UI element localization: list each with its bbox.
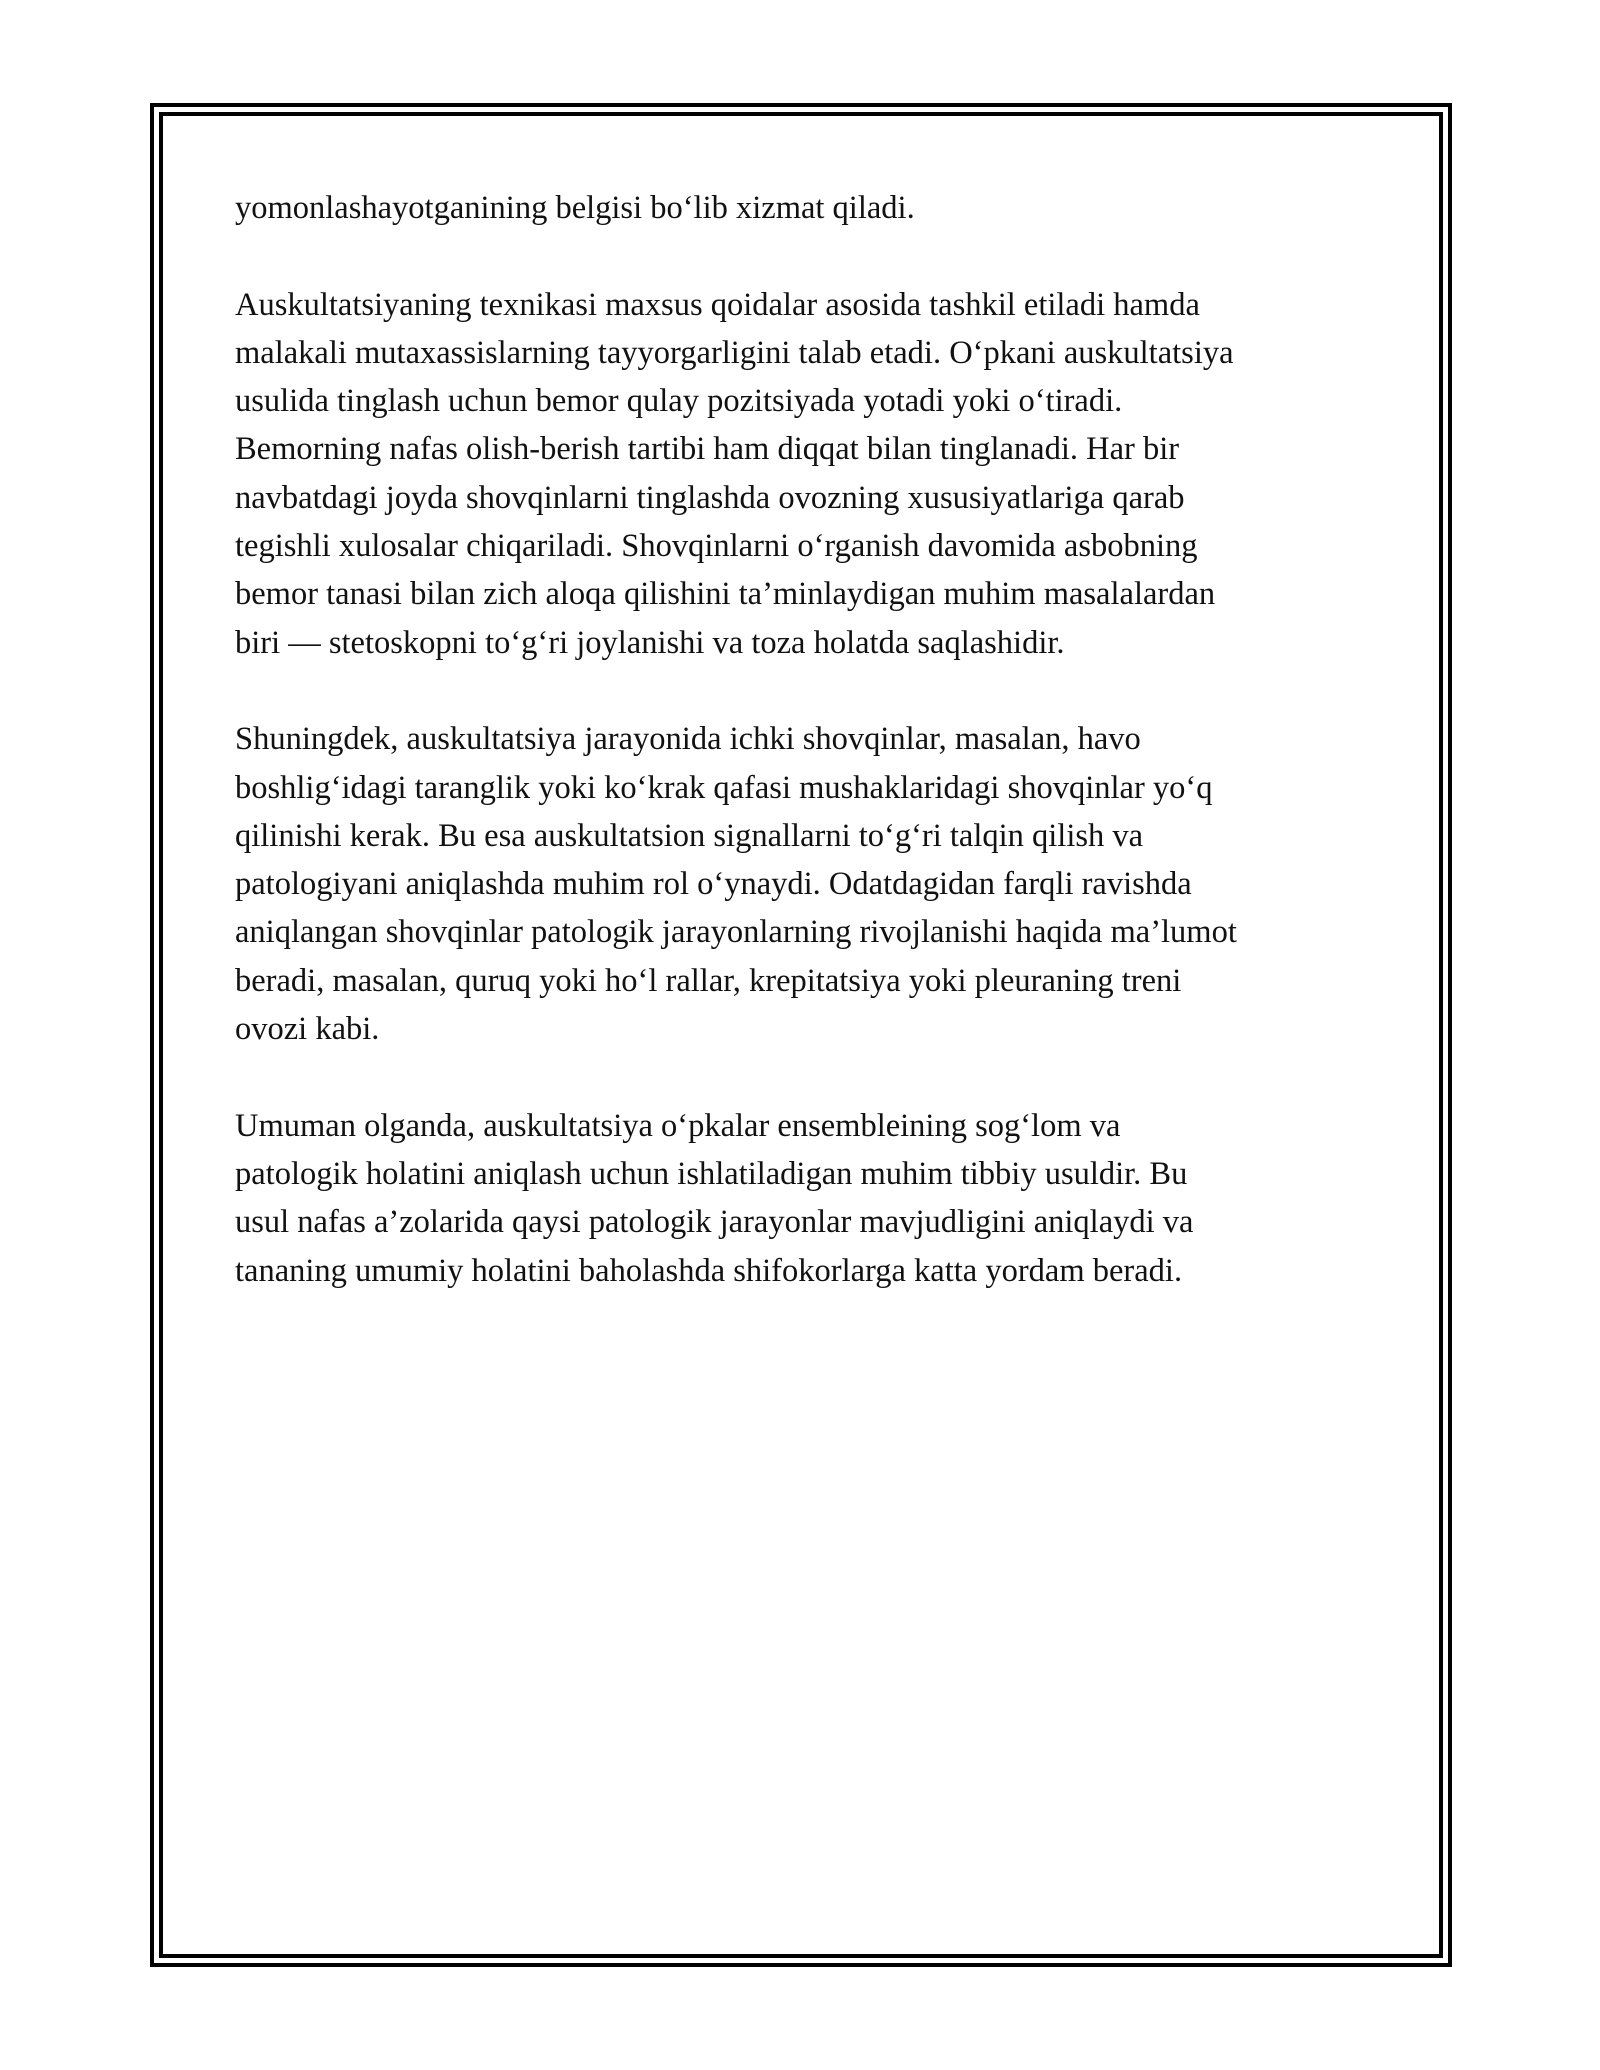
text-line: Umuman olganda, auskultatsiya o‘pkalar ensembleining sog‘lom va bbox=[235, 1107, 1121, 1144]
text-line: usulida tinglash uchun bemor qulay pozitsiyada yotadi yoki o‘tiradi. bbox=[235, 383, 1123, 420]
text-line: biri — stetoskopni to‘g‘ri joylanishi va toza holatda saqlashidir. bbox=[235, 624, 1065, 661]
text-line: aniqlangan shovqinlar patologik jarayonlarning rivojlanishi haqida ma’lumot bbox=[235, 914, 1237, 951]
paragraph-3 bbox=[235, 715, 1385, 1053]
text-line: qilinishi kerak. Bu esa auskultatsion signallarni to‘g‘ri talqin qilish va bbox=[235, 817, 1144, 854]
document-body bbox=[235, 184, 1385, 1343]
text-line: malakali mutaxassislarning tayyorgarligini talab etadi. O‘pkani auskultatsiya bbox=[235, 334, 1234, 371]
text-line: boshlig‘idagi taranglik yoki ko‘krak qafasi mushaklaridagi shovqinlar yo‘q bbox=[235, 769, 1213, 806]
text-line: navbatdagi joyda shovqinlarni tinglashda ovozning xususiyatlariga qarab bbox=[235, 479, 1185, 516]
text-line: tananing umumiy holatini baholashda shifokorlarga katta yordam beradi. bbox=[235, 1252, 1183, 1289]
text-line: ovozi kabi. bbox=[235, 1011, 380, 1048]
text-line: tegishli xulosalar chiqariladi. Shovqinlarni o‘rganish davomida asbobning bbox=[235, 528, 1198, 565]
text-line: bemor tanasi bilan zich aloqa qilishini ta’minlaydigan muhim masalalardan bbox=[235, 576, 1216, 613]
text-line: patologik holatini aniqlash uchun ishlatiladigan muhim tibbiy usuldir. Bu bbox=[235, 1155, 1188, 1192]
text-line: usul nafas a’zolarida qaysi patologik jarayonlar mavjudligini aniqlaydi va bbox=[235, 1204, 1194, 1241]
paragraph-4 bbox=[235, 1102, 1385, 1295]
paragraph-1 bbox=[235, 184, 1385, 232]
paragraph-2 bbox=[235, 281, 1385, 667]
text-line: yomonlashayotganining belgisi bo‘lib xizmat qiladi. bbox=[235, 190, 915, 226]
text-line: Bemorning nafas olish-berish tartibi ham diqqat bilan tinglanadi. Har bir bbox=[235, 431, 1180, 468]
text-line: beradi, masalan, quruq yoki ho‘l rallar, krepitatsiya yoki pleuraning treni bbox=[235, 962, 1182, 999]
text-line: Shuningdek, auskultatsiya jarayonida ichki shovqinlar, masalan, havo bbox=[235, 721, 1141, 758]
text-line: Auskultatsiyaning texnikasi maxsus qoidalar asosida tashkil etiladi hamda bbox=[235, 286, 1200, 323]
text-line: patologiyani aniqlashda muhim rol o‘ynaydi. Odatdagidan farqli ravishda bbox=[235, 866, 1192, 903]
